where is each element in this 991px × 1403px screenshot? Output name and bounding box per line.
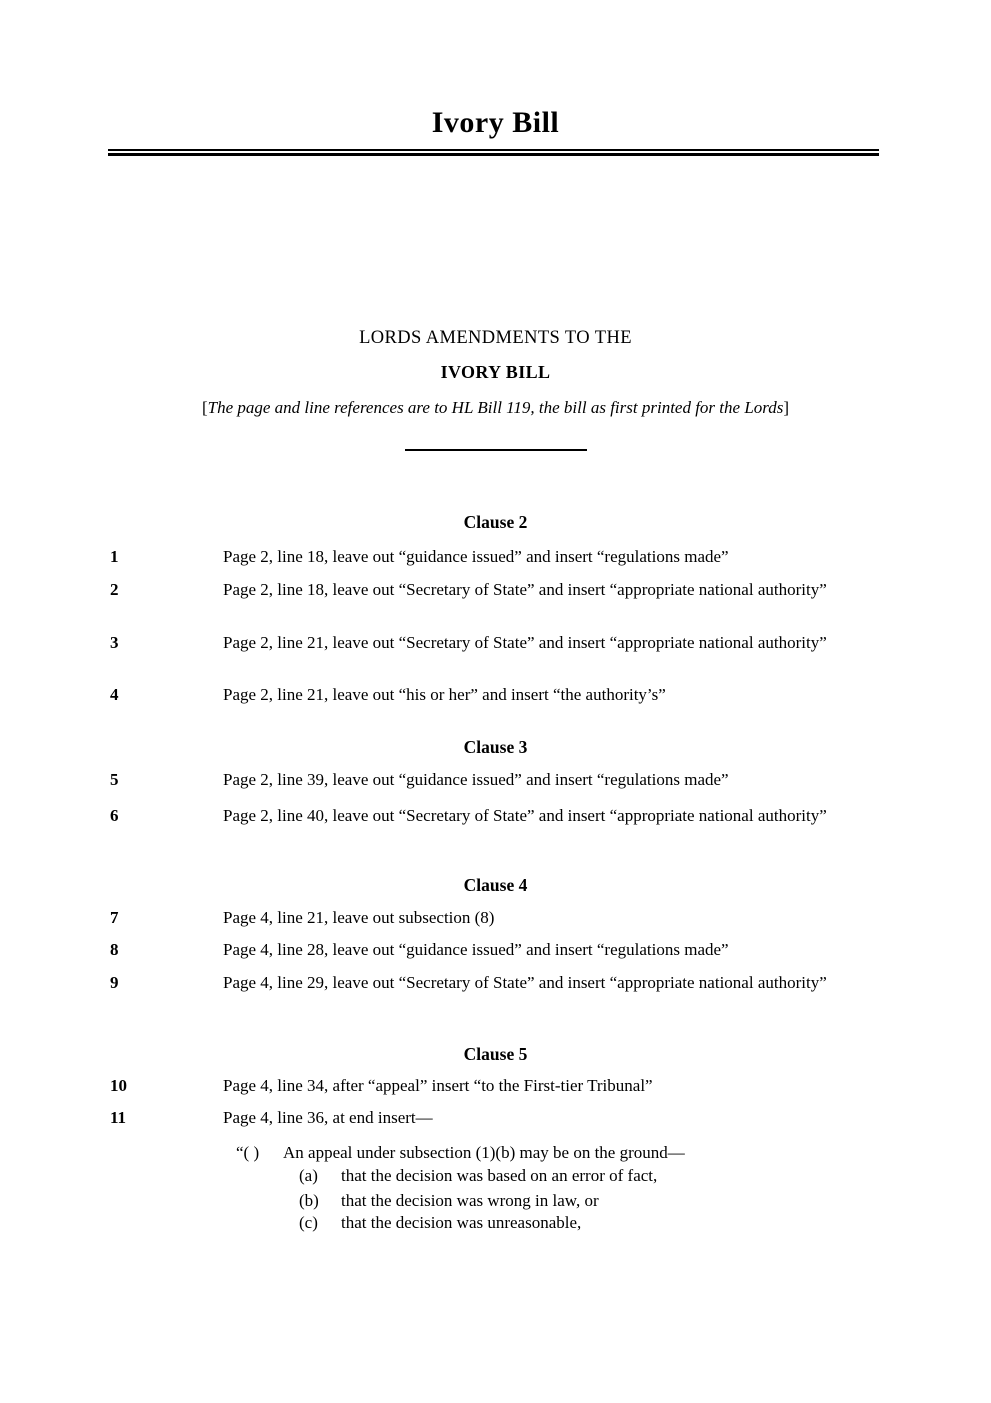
amendment-text: Page 2, line 21, leave out “Secretary of State” and insert “appropriate national authority”: [223, 633, 827, 652]
clause-3-heading: Clause 3: [463, 737, 528, 757]
amendment-number: 11: [110, 1108, 127, 1127]
separator-rule: [405, 449, 587, 451]
inserted-list-item-c: [299, 1211, 859, 1234]
amendment-text: Page 2, line 39, leave out “guidance issued” and insert “regulations made”: [223, 770, 729, 789]
reference-note-text: The page and line references are to HL Bill 119, the bill as first printed for the Lords: [207, 398, 784, 417]
list-item-text: that the decision was wrong in law, or: [341, 1191, 599, 1210]
amendment-number: 4: [110, 685, 119, 704]
inserted-list-item-b: [299, 1189, 859, 1212]
inserted-subsection-lead: [236, 1141, 836, 1164]
amendment-row-5: [110, 768, 878, 791]
amendment-text: Page 4, line 34, after “appeal” insert “to the First-tier Tribunal”: [223, 1076, 653, 1095]
clause-5-heading: Clause 5: [463, 1044, 528, 1064]
list-item-marker: (c): [299, 1213, 318, 1232]
amendment-number: 10: [110, 1076, 127, 1095]
amendment-text: Page 2, line 21, leave out “his or her” and insert “the authority’s”: [223, 685, 666, 704]
amendment-row-4: [110, 683, 878, 706]
amendment-row-9: [110, 971, 878, 994]
reference-note-close-bracket: ]: [783, 398, 790, 417]
bill-name-heading: IVORY BILL: [440, 362, 551, 382]
clause-2-heading: Clause 2: [463, 512, 528, 532]
list-item-text: that the decision was unreasonable,: [341, 1213, 582, 1232]
amendment-row-3: [110, 631, 878, 654]
amendment-number: 7: [110, 908, 119, 927]
amendment-number: 5: [110, 770, 119, 789]
amendment-number: 1: [110, 547, 119, 566]
amendment-text: Page 4, line 29, leave out “Secretary of State” and insert “appropriate national authority”: [223, 973, 827, 992]
list-item-marker: (a): [299, 1166, 318, 1185]
amendment-number: 3: [110, 633, 119, 652]
inserted-list-item-a: [299, 1164, 859, 1187]
amendment-row-10: [110, 1074, 878, 1097]
amendment-row-8: [110, 938, 878, 961]
reference-note-open-bracket: [: [201, 398, 208, 417]
amendment-row-2: [110, 578, 878, 601]
clause-4-heading: Clause 4: [463, 875, 528, 895]
inserted-subsection-text: An appeal under subsection (1)(b) may be on the ground—: [283, 1143, 685, 1162]
document-title: Ivory Bill: [431, 106, 560, 139]
amendment-number: 6: [110, 806, 119, 825]
amendment-number: 2: [110, 580, 119, 599]
amendment-text: Page 4, line 21, leave out subsection (8): [223, 908, 495, 927]
amendment-number: 9: [110, 973, 119, 992]
amendment-number: 8: [110, 940, 119, 959]
amendment-text: Page 2, line 18, leave out “Secretary of State” and insert “appropriate national authority”: [223, 580, 827, 599]
amendment-row-1: [110, 545, 878, 568]
amendment-row-11: [110, 1106, 878, 1129]
amendment-text: Page 2, line 18, leave out “guidance issued” and insert “regulations made”: [223, 547, 729, 566]
amendment-text: Page 4, line 36, at end insert—: [223, 1108, 433, 1127]
amendment-text: Page 4, line 28, leave out “guidance issued” and insert “regulations made”: [223, 940, 729, 959]
inserted-subsection-marker: “( ): [236, 1143, 260, 1162]
amendment-row-7: [110, 906, 878, 929]
list-item-marker: (b): [299, 1191, 319, 1210]
title-double-rule: [108, 149, 879, 156]
reference-note: [0, 396, 991, 419]
lords-amendments-heading: LORDS AMENDMENTS TO THE: [359, 328, 632, 348]
list-item-text: that the decision was based on an error of fact,: [341, 1166, 658, 1185]
amendment-text: Page 2, line 40, leave out “Secretary of State” and insert “appropriate national authority”: [223, 806, 827, 825]
amendment-row-6: [110, 804, 878, 827]
